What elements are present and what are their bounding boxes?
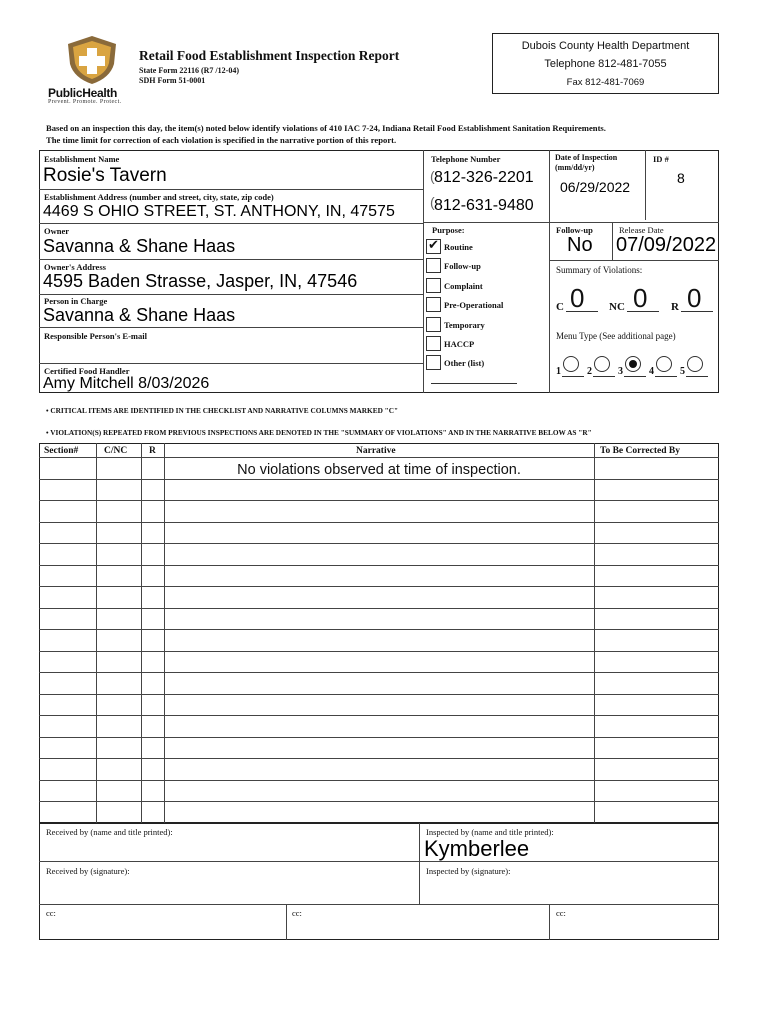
table-row[interactable] <box>39 565 719 566</box>
menu-type-label: Menu Type (See additional page) <box>556 331 676 341</box>
purpose-checkbox-haccp[interactable] <box>426 336 441 351</box>
followup-label: Follow-up <box>556 225 593 235</box>
establishment-name-field[interactable]: Rosie's Tavern <box>43 165 167 186</box>
address-field[interactable]: 4469 S OHIO STREET, ST. ANTHONY, IN, 47575 <box>43 203 395 220</box>
logo-text: PublicHealth <box>48 86 118 100</box>
inspection-date-field[interactable]: 06/29/2022 <box>560 179 631 195</box>
intro-line-2: The time limit for correction of each violation is specified in the narrative portion of this report. <box>46 135 397 145</box>
purpose-checkbox-routine[interactable] <box>426 239 441 254</box>
received-signature-label: Received by (signature): <box>46 866 130 876</box>
repeated-note: • VIOLATION(S) REPEATED FROM PREVIOUS INSPECTIONS ARE DENOTED IN THE "SUMMARY OF VIOLATIONS" AND IN THE NARRATIVE BELOW AS "R" <box>46 428 592 437</box>
critical-count <box>556 283 600 313</box>
purpose-option-label: HACCP <box>444 339 475 349</box>
table-header-r: R <box>149 446 156 456</box>
summary-label: Summary of Violations: <box>556 265 643 275</box>
table-row[interactable] <box>39 672 719 673</box>
purpose-option-label: Pre-Operational <box>444 300 504 310</box>
table-header-corrected-by: To Be Corrected By <box>600 446 680 456</box>
date-label: Date of Inspection <box>555 153 618 162</box>
owner-address-field[interactable]: 4595 Baden Strasse, Jasper, IN, 47546 <box>43 271 358 291</box>
menu-type-radio-1[interactable] <box>563 356 579 372</box>
menu-type-number: 4 <box>649 366 654 377</box>
food-handler-label: Certified Food Handler <box>44 366 130 376</box>
release-date-label: Release Date <box>619 225 664 235</box>
purpose-option-label: Complaint <box>444 281 483 291</box>
owner-label: Owner <box>44 226 70 236</box>
menu-type-number: 1 <box>556 366 561 377</box>
establishment-name-label: Establishment Name <box>44 154 120 164</box>
menu-type-radio-4[interactable] <box>656 356 672 372</box>
table-row[interactable] <box>39 608 719 609</box>
cc-field-2[interactable]: cc: <box>292 908 302 918</box>
table-header-narrative: Narrative <box>356 446 396 456</box>
phone-primary-field[interactable]: 812-326-2201 <box>434 169 534 186</box>
purpose-checkbox-other-list[interactable] <box>426 355 441 370</box>
department-phone: Telephone 812-481-7055 <box>544 58 667 70</box>
cc-field-3[interactable]: cc: <box>556 908 566 918</box>
critical-note: • CRITICAL ITEMS ARE IDENTIFIED IN THE CHECKLIST AND NARRATIVE COLUMNS MARKED "C" <box>46 406 399 415</box>
repeat-count <box>671 283 715 313</box>
table-row[interactable] <box>39 543 719 544</box>
purpose-checkbox-temporary[interactable] <box>426 317 441 332</box>
menu-type-radio-5[interactable] <box>687 356 703 372</box>
signature-section <box>39 823 719 940</box>
table-row[interactable] <box>39 715 719 716</box>
purpose-label: Purpose: <box>432 225 465 235</box>
menu-type-radio-3[interactable] <box>625 356 641 372</box>
table-row[interactable] <box>39 801 719 802</box>
table-row[interactable] <box>39 737 719 738</box>
purpose-option-label: Temporary <box>444 320 485 330</box>
repeat-label: R <box>671 301 679 313</box>
purpose-checkbox-complaint[interactable] <box>426 278 441 293</box>
purpose-checkbox-pre-operational[interactable] <box>426 297 441 312</box>
repeat-count-value[interactable]: 0 <box>687 283 702 313</box>
phone-secondary-field[interactable]: 812-631-9480 <box>434 197 534 214</box>
inspected-name-label: Inspected by (name and title printed): <box>426 827 554 837</box>
department-name: Dubois County Health Department <box>521 40 690 52</box>
table-row[interactable] <box>39 457 719 458</box>
person-in-charge-field[interactable]: Savanna & Shane Haas <box>43 305 236 325</box>
public-health-logo <box>48 34 138 106</box>
logo-tagline: Prevent. Promote. Protect. <box>48 99 122 105</box>
inspected-signature-label: Inspected by (signature): <box>426 866 511 876</box>
purpose-option-label: Other (list) <box>444 358 485 368</box>
table-row[interactable] <box>39 500 719 501</box>
table-row[interactable] <box>39 479 719 480</box>
checkmark-icon: ✔ <box>428 238 439 253</box>
table-row[interactable] <box>39 694 719 695</box>
narrative-text[interactable]: No violations observed at time of inspection. <box>237 462 521 478</box>
noncritical-count <box>609 283 661 313</box>
table-row[interactable] <box>39 780 719 781</box>
owner-address-label: Owner's Address <box>44 262 106 272</box>
table-header-cnc: C/NC <box>104 446 128 456</box>
table-row[interactable] <box>39 651 719 652</box>
shield-icon <box>62 34 122 86</box>
table-row[interactable] <box>39 586 719 587</box>
owner-field[interactable]: Savanna & Shane Haas <box>43 236 236 256</box>
email-label: Responsible Person's E-mail <box>44 331 147 341</box>
purpose-option-label: Routine <box>444 242 473 252</box>
noncritical-label: NC <box>609 301 625 313</box>
address-label: Establishment Address (number and street, city, state, zip code) <box>44 192 274 202</box>
menu-type-number: 3 <box>618 366 623 377</box>
purpose-checkbox-follow-up[interactable] <box>426 258 441 273</box>
telephone-label: Telephone Number <box>431 154 501 164</box>
followup-field[interactable]: No <box>567 234 593 256</box>
table-row[interactable] <box>39 629 719 630</box>
date-format-label: (mm/dd/yr) <box>555 163 595 172</box>
table-row[interactable] <box>39 522 719 523</box>
inspector-name-field[interactable]: Kymberlee <box>424 836 530 861</box>
menu-type-number: 5 <box>680 366 685 377</box>
table-header-section: Section# <box>44 446 79 456</box>
intro-line-1: Based on an inspection this day, the item(s) noted below identify violations of 410 IAC 7-24, Indiana Retail Food Establishment Sanitation Requirements. <box>46 123 606 133</box>
department-box <box>492 33 719 94</box>
id-label: ID # <box>653 154 669 164</box>
noncritical-count-value[interactable]: 0 <box>633 283 648 313</box>
received-name-label: Received by (name and title printed): <box>46 827 173 837</box>
table-row[interactable] <box>39 758 719 759</box>
other-purpose-line[interactable] <box>431 383 517 384</box>
person-in-charge-label: Person in Charge <box>44 296 108 306</box>
page-title: Retail Food Establishment Inspection Report <box>139 48 400 63</box>
purpose-option-label: Follow-up <box>444 261 481 271</box>
menu-type-number: 2 <box>587 366 592 377</box>
menu-type-radio-2[interactable] <box>594 356 610 372</box>
sdh-form-number: SDH Form 51-0001 <box>139 76 206 85</box>
state-form-number: State Form 22116 (R7 /12-04) <box>139 66 239 75</box>
critical-count-value[interactable]: 0 <box>570 283 585 313</box>
cc-field-1[interactable]: cc: <box>46 908 56 918</box>
release-date-field[interactable]: 07/09/2022 <box>616 234 717 256</box>
food-handler-field[interactable]: Amy Mitchell 8/03/2026 <box>43 375 210 392</box>
id-field[interactable]: 8 <box>677 170 685 186</box>
department-fax: Fax 812-481-7069 <box>566 77 645 88</box>
critical-label: C <box>556 301 564 313</box>
